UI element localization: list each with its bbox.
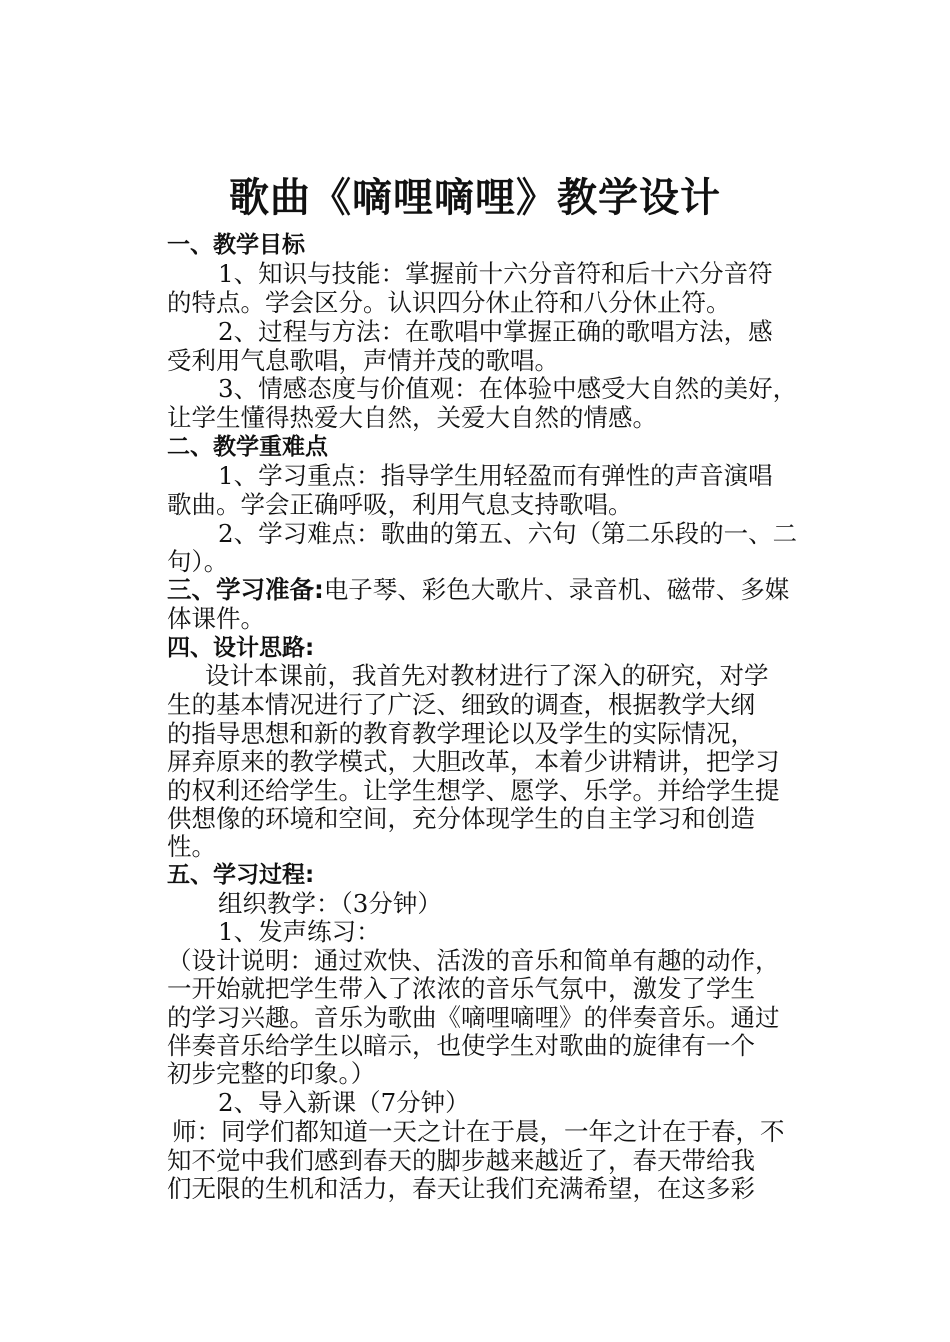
paragraph-line: 的学习兴趣。音乐为歌曲《嘀哩嘀哩》的伴奏音乐。通过 — [167, 1003, 780, 1032]
section-heading-key-points: 二、教学重难点 — [167, 434, 328, 460]
paragraph-line: 组织教学：（3分钟） — [218, 889, 442, 918]
paragraph-line: 师：同学们都知道一天之计在于晨，一年之计在于春，不 — [172, 1117, 785, 1146]
paragraph-line: 体课件。 — [167, 604, 265, 633]
paragraph-line: 伴奏音乐给学生以暗示，也使学生对歌曲的旋律有一个 — [167, 1031, 755, 1060]
paragraph-line: 1、知识与技能：掌握前十六分音符和后十六分音符 — [218, 259, 773, 288]
paragraph-line: 生的基本情况进行了广泛、细致的调查，根据教学大纲 — [167, 690, 755, 719]
paragraph-line: 的特点。学会区分。认识四分休止符和八分休止符。 — [167, 288, 731, 317]
paragraph-line: 2、过程与方法：在歌唱中掌握正确的歌唱方法，感 — [218, 317, 773, 346]
paragraph-line-preparation — [167, 574, 789, 606]
section-heading-preparation: 三、学习准备: — [167, 575, 324, 604]
paragraph-line: 设计本课前，我首先对教材进行了深入的研究，对学 — [205, 661, 769, 690]
section-heading-goals: 一、教学目标 — [167, 232, 305, 258]
preparation-text: 电子琴、彩色大歌片、录音机、磁带、多媒 — [323, 575, 790, 604]
paragraph-line: 2、学习难点：歌曲的第五、六句（第二乐段的一、二 — [218, 519, 798, 548]
paragraph-line: 们无限的生机和活力，春天让我们充满希望，在这多彩 — [167, 1174, 755, 1203]
paragraph-line: 句）。 — [167, 547, 229, 576]
paragraph-line: 性。 — [167, 832, 216, 861]
paragraph-line: 屏弃原来的教学模式，大胆改革，本着少讲精讲，把学习 — [167, 747, 780, 776]
paragraph-line: 的权利还给学生。让学生想学、愿学、乐学。并给学生提 — [167, 776, 780, 805]
paragraph-line: 1、学习重点：指导学生用轻盈而有弹性的声音演唱 — [218, 461, 773, 490]
paragraph-line: 1、发声练习： — [218, 917, 381, 946]
paragraph-line: 供想像的环境和空间，充分体现学生的自主学习和创造 — [167, 804, 755, 833]
paragraph-line: 3、情感态度与价值观：在体验中感受大自然的美好， — [218, 374, 798, 403]
paragraph-line: 初步完整的印象。） — [167, 1059, 376, 1088]
section-heading-design-idea: 四、设计思路: — [167, 635, 315, 661]
paragraph-line: 的指导思想和新的教育教学理论以及学生的实际情况， — [167, 719, 755, 748]
section-heading-process: 五、学习过程: — [167, 862, 315, 888]
document-title: 歌曲《嘀哩嘀哩》教学设计 — [229, 174, 721, 221]
paragraph-line: 一开始就把学生带入了浓浓的音乐气氛中，激发了学生 — [167, 974, 755, 1003]
paragraph-line: 2、导入新课（7分钟） — [218, 1088, 470, 1117]
paragraph-line: 歌曲。学会正确呼吸，利用气息支持歌唱。 — [167, 490, 633, 519]
paragraph-line: （设计说明：通过欢快、活泼的音乐和简单有趣的动作， — [167, 946, 780, 975]
paragraph-line: 让学生懂得热爱大自然，关爱大自然的情感。 — [167, 403, 657, 432]
paragraph-line: 受利用气息歌唱，声情并茂的歌唱。 — [167, 346, 559, 375]
paragraph-line: 知不觉中我们感到春天的脚步越来越近了，春天带给我 — [167, 1146, 755, 1175]
